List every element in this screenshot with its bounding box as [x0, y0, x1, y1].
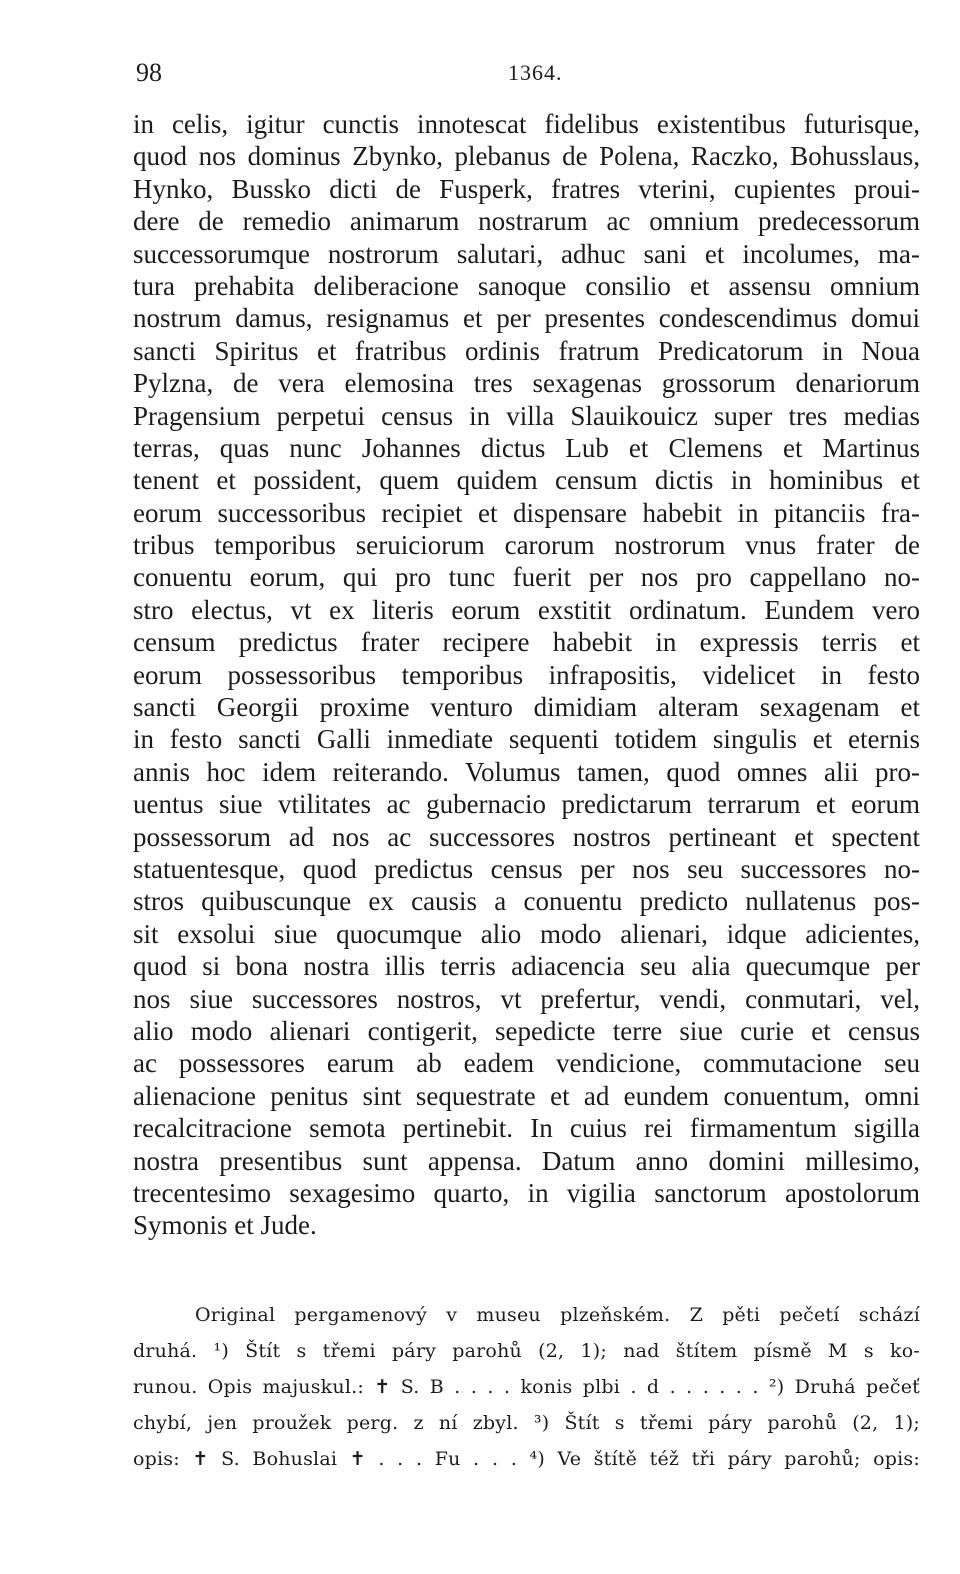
text-line: annis hoc idem reiterando. Volumus tamen, quod omnes alii pro-	[133, 756, 920, 787]
footnote-line: Original pergamenový v museu plzeňském. Z pěti pečetí schází	[195, 1304, 920, 1326]
text-line: sit exsolui siue quocumque alio modo alienari, idque adicientes,	[133, 918, 920, 949]
footnote-line: runou. Opis majuskul.: ✝ S. B . . . . konis plbi . d . . . . . . ²) Druhá pečeť	[133, 1376, 920, 1398]
text-line: alio modo alienari contigerit, sepedicte terre siue curie et census	[133, 1015, 920, 1046]
text-line: censum predictus frater recipere habebit in expressis terris et	[133, 627, 920, 658]
text-line: stros quibuscunque ex causis a conuentu predicto nullatenus pos-	[133, 886, 920, 917]
footnote-line: druhá. ¹) Štít s třemi páry parohů (2, 1); nad štítem písmě M s ko-	[133, 1340, 920, 1362]
editorial-notes	[133, 1297, 920, 1477]
text-line: uentus siue vtilitates ac gubernacio predictarum terrarum et eorum	[133, 789, 920, 820]
text-line: successorumque nostrorum salutari, adhuc sani et incolumes, ma-	[133, 238, 920, 269]
text-line: recalcitracione semota pertinebit. In cuius rei firmamentum sigilla	[133, 1113, 920, 1144]
text-line: nostrum damus, resignamus et per presentes condescendimus domui	[133, 303, 920, 334]
text-line: ac possessores earum ab eadem vendicione, commutacione seu	[133, 1048, 920, 1079]
text-line: conuentu eorum, qui pro tunc fuerit per nos pro cappellano no-	[133, 562, 920, 593]
footnote-line: opis: ✝ S. Bohuslai ✝ . . . Fu . . . ⁴) Ve štítě též tři páry parohů; opis:	[133, 1448, 920, 1470]
text-line: terras, quas nunc Johannes dictus Lub et Clemens et Martinus	[133, 432, 920, 463]
text-line: eorum successoribus recipiet et dispensare habebit in pitanciis fra-	[133, 497, 920, 528]
text-line: tura prehabita deliberacione sanoque consilio et assensu omnium	[133, 270, 920, 301]
text-line: dere de remedio animarum nostrarum ac omnium predecessorum	[133, 206, 920, 237]
running-head-year: 1364.	[508, 60, 563, 85]
text-line: trecentesimo sexagesimo quarto, in vigilia sanctorum apostolorum	[133, 1177, 920, 1208]
charter-text	[133, 108, 920, 1242]
text-line: quod si bona nostra illis terris adiacencia seu alia quecumque per	[133, 951, 920, 982]
text-line: nostra presentibus sunt appensa. Datum anno domini millesimo,	[133, 1145, 920, 1176]
text-line: tribus temporibus seruiciorum carorum nostrorum vnus frater de	[133, 530, 920, 561]
text-line: alienacione penitus sint sequestrate et ad eundem conuentum, omni	[133, 1080, 920, 1111]
text-line: Pylzna, de vera elemosina tres sexagenas grossorum denariorum	[133, 368, 920, 399]
text-line: eorum possessoribus temporibus infrapositis, videlicet in festo	[133, 659, 920, 690]
text-line: Hynko, Bussko dicti de Fusperk, fratres vterini, cupientes proui-	[133, 173, 920, 204]
text-line: possessorum ad nos ac successores nostros pertineant et spectent	[133, 821, 920, 852]
text-line: quod nos dominus Zbynko, plebanus de Polena, Raczko, Bohusslaus,	[133, 141, 920, 172]
text-line: nos siue successores nostros, vt prefertur, vendi, conmutari, vel,	[133, 983, 920, 1014]
page-number: 98	[136, 58, 162, 87]
text-line: statuentesque, quod predictus census per nos seu successores no-	[133, 853, 920, 884]
text-line: sancti Spiritus et fratribus ordinis fratrum Predicatorum in Noua	[133, 335, 920, 366]
text-line: Pragensium perpetui census in villa Slauikouicz super tres medias	[133, 400, 920, 431]
text-line: stro electus, vt ex literis eorum exstitit ordinatum. Eundem vero	[133, 594, 920, 625]
text-line: Symonis et Jude.	[133, 1210, 317, 1241]
text-line: in celis, igitur cunctis innotescat fidelibus existentibus futurisque,	[133, 109, 920, 139]
text-line: tenent et possident, quem quidem censum dictis in hominibus et	[133, 465, 920, 496]
footnote-line: chybí, jen proužek perg. z ní zbyl. ³) Štít s třemi páry parohů (2, 1);	[133, 1412, 920, 1434]
text-line: in festo sancti Galli inmediate sequenti totidem singulis et eternis	[133, 724, 920, 755]
text-line: sancti Georgii proxime venturo dimidiam alteram sexagenam et	[133, 692, 920, 723]
